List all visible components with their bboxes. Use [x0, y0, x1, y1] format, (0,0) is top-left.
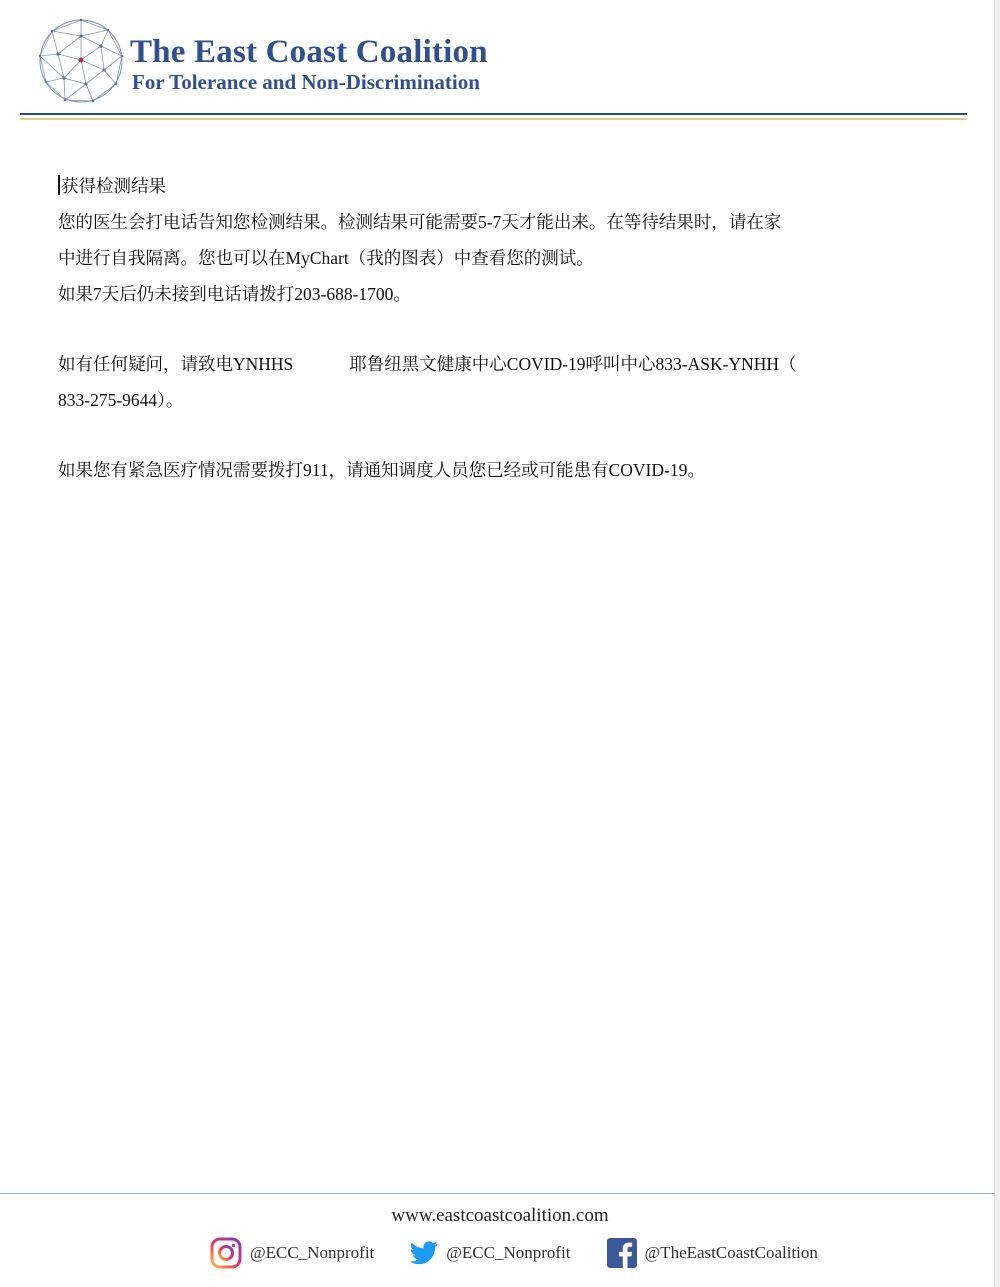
paragraph-gap	[58, 418, 938, 452]
instagram-handle: @ECC_Nonprofit	[250, 1243, 375, 1262]
footer-website-link[interactable]: www.eastcoastcoalition.com	[391, 1205, 609, 1226]
facebook-handle: @TheEastCoastCoalition	[644, 1243, 818, 1262]
footer-rule	[0, 1193, 995, 1194]
twitter-handle: @ECC_Nonprofit	[446, 1243, 571, 1262]
section-heading-text: 获得检测结果	[61, 176, 166, 196]
questions-paragraph-line-1	[58, 346, 938, 382]
header-rule-gold	[20, 118, 967, 120]
questions-paragraph-line-2: 833-275-9644）。	[58, 390, 184, 410]
questions-text-end: 耶鲁纽黑文健康中心COVID-19呼叫中心833-ASK-YNHH（	[349, 354, 797, 374]
social-links	[210, 1236, 818, 1270]
paragraph-gap	[58, 312, 938, 346]
page-scrollbar[interactable]	[994, 0, 1000, 1287]
facebook-icon	[607, 1238, 637, 1268]
instagram-link[interactable]	[210, 1237, 374, 1269]
header-rule-blue	[20, 113, 967, 115]
section-heading	[58, 168, 938, 204]
globe-logo-icon	[38, 18, 124, 104]
instagram-icon	[210, 1237, 242, 1269]
letterhead	[0, 0, 995, 125]
facebook-link[interactable]	[607, 1238, 818, 1268]
org-title: The East Coast Coalition	[130, 34, 488, 70]
results-paragraph-line-2: 中进行自我隔离。您也可以在MyChart（我的图表）中查看您的测试。	[58, 248, 594, 268]
twitter-link[interactable]	[410, 1241, 570, 1265]
questions-text-start: 如有任何疑问，请致电YNHHS	[58, 354, 294, 374]
document-body[interactable]	[58, 168, 938, 488]
org-subtitle: For Tolerance and Non-Discrimination	[132, 70, 480, 94]
twitter-icon	[410, 1241, 438, 1265]
results-paragraph-line-1: 您的医生会打电话告知您检测结果。检测结果可能需要5-7天才能出来。在等待结果时，请在家	[58, 212, 782, 232]
emergency-paragraph: 如果您有紧急医疗情况需要拨打911，请通知调度人员您已经或可能患有COVID-19。	[58, 460, 705, 480]
text-cursor	[58, 175, 60, 195]
results-paragraph-line-3: 如果7天后仍未接到电话请拨打203-688-1700。	[58, 284, 411, 304]
